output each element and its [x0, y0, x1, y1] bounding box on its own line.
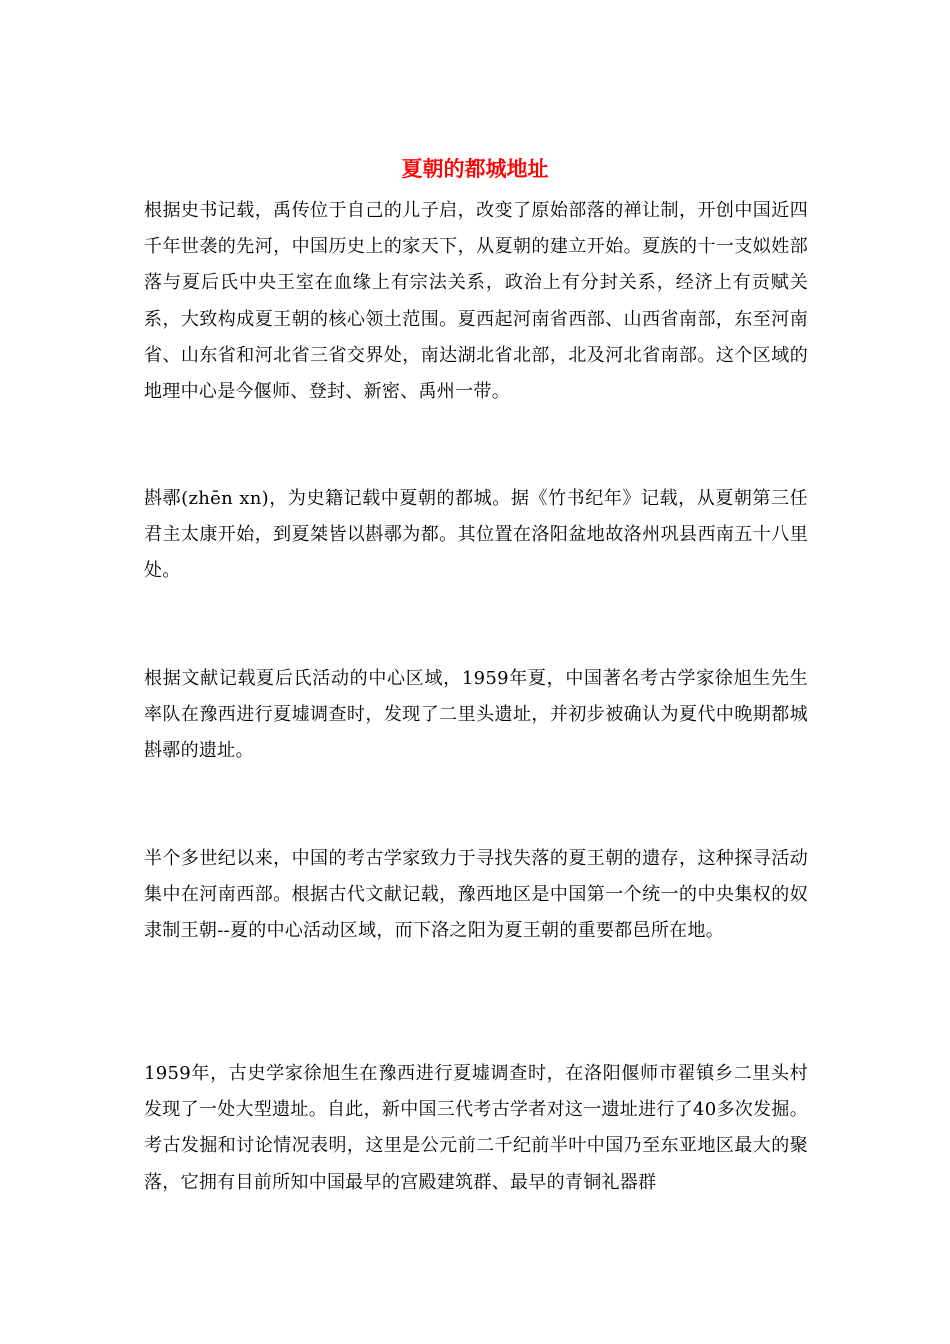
paragraph-excavation: 1959年，古史学家徐旭生在豫西进行夏墟调查时，在洛阳偃师市翟镇乡二里头村发现了一处大型遗址。自此，新中国三代考古学者对这一遗址进行了40多次发掘。考古发掘和讨论情况表明，这里是公元前二千纪前半叶中国乃至东亚地区最大的聚落，它拥有目前所知中国最早的宫殿建筑群、最早的青铜礼器群 — [144, 1063, 809, 1193]
paragraph-zhenxun: 斟鄩(zhēn xn)，为史籍记载中夏朝的都城。据《竹书纪年》记载，从夏朝第三任君主太康开始，到夏桀皆以斟鄩为都。其位置在洛阳盆地故洛州巩县西南五十八里处。 — [144, 488, 808, 582]
document-title: 夏朝的都城地址 — [401, 156, 549, 181]
paragraph-search: 半个多世纪以来，中国的考古学家致力于寻找失落的夏王朝的遗存，这种探寻活动集中在河南西部。根据古代文献记载，豫西地区是中国第一个统一的中央集权的奴隶制王朝--夏的中心活动区域，而下洛之阳为夏王朝的重要都邑所在地。 — [144, 848, 808, 942]
paragraph-erlitou-discovery: 根据文献记载夏后氏活动的中心区域，1959年夏，中国著名考古学家徐旭生先生率队在豫西进行夏墟调查时，发现了二里头遗址，并初步被确认为夏代中晚期都城斟鄩的遗址。 — [144, 668, 808, 762]
paragraph-intro: 根据史书记载，禹传位于自己的儿子启，改变了原始部落的禅让制，开创中国近四千年世袭的先河，中国历史上的家天下，从夏朝的建立开始。夏族的十一支姒姓部落与夏后氏中央王室在血缘上有宗法关系，政治上有分封关系，经济上有贡赋关系，大致构成夏王朝的核心领土范围。夏西起河南省西部、山西省南部，东至河南省、山东省和河北省三省交界处，南达湖北省北部，北及河北省南部。这个区域的地理中心是今偃师、登封、新密、禹州一带。 — [144, 200, 808, 403]
